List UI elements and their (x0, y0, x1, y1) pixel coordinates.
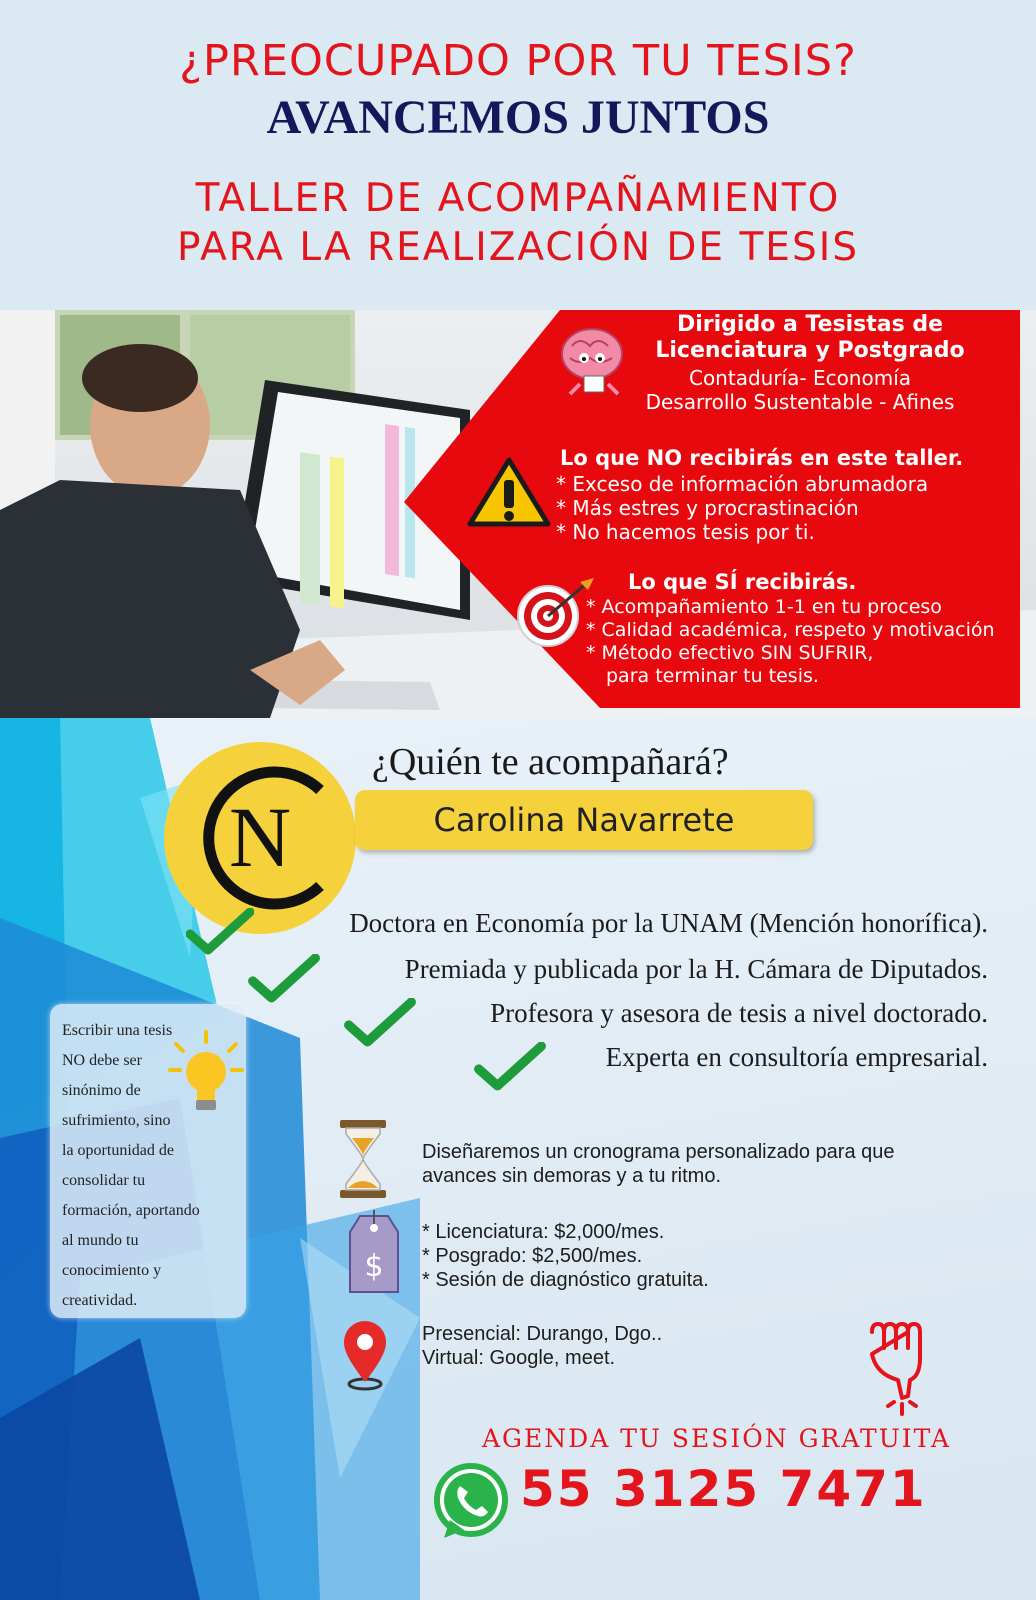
quote-line: la oportunidad de (62, 1142, 174, 1159)
price-tag-icon (342, 1210, 406, 1298)
schedule-line1: Diseñaremos un cronograma personalizado para que (422, 1141, 895, 1163)
location-item: Presencial: Durango, Dgo.. (422, 1323, 663, 1345)
price-item: * Posgrado: $2,500/mes. (422, 1245, 643, 1267)
not-receive-item: * No hacemos tesis por ti. (556, 520, 815, 544)
receive-item: * Método efectivo SIN SUFRIR, (586, 642, 874, 664)
cta-label: AGENDA TU SESIÓN GRATUITA (482, 1424, 952, 1453)
price-item: * Sesión de diagnóstico gratuita. (422, 1269, 709, 1291)
quote-line: al mundo tu (62, 1232, 139, 1249)
mentor-name: Carolina Navarrete (433, 801, 735, 839)
quote-line: sufrimiento, sino (62, 1112, 171, 1129)
quote-line: Escribir una tesis (62, 1022, 173, 1039)
workshop-title-line2: PARA LA REALIZACIÓN DE TESIS (177, 225, 859, 270)
receive-item: para terminar tu tesis. (606, 665, 819, 687)
hourglass-icon (338, 1118, 388, 1200)
mentor-question: ¿Quién te acompañará? (372, 741, 729, 783)
receive-title: Lo que SÍ recibirás. (628, 570, 857, 594)
location-pin-icon (340, 1320, 390, 1392)
quote-line: formación, aportando (62, 1202, 200, 1219)
headline-tagline: AVANCEMOS JUNTOS (266, 91, 770, 144)
not-receive-item: * Más estres y procrastinación (556, 496, 859, 520)
credential-item: Premiada y publicada por la H. Cámara de Diputados. (404, 954, 988, 984)
not-receive-item: * Exceso de información abrumadora (556, 472, 929, 496)
header-section (0, 0, 1036, 310)
workshop-title-line1: TALLER DE ACOMPAÑAMIENTO (195, 176, 841, 221)
pointing-hand-icon (862, 1318, 942, 1418)
cta-phone[interactable]: 55 3125 7471 (520, 1460, 927, 1518)
credential-item: Doctora en Economía por la UNAM (Mención honorífica). (349, 908, 988, 938)
audience-line4: Desarrollo Sustentable - Afines (645, 390, 955, 414)
location-item: Virtual: Google, meet. (422, 1347, 616, 1369)
not-receive-title: Lo que NO recibirás en este taller. (560, 446, 964, 470)
quote-box (50, 1004, 246, 1318)
audience-line3: Contaduría- Economía (688, 366, 912, 390)
photo-section (0, 310, 1036, 718)
lightbulb-icon (168, 1030, 244, 1114)
headline-question: ¿PREOCUPADO POR TU TESIS? (179, 36, 857, 86)
price-item: * Licenciatura: $2,000/mes. (422, 1221, 665, 1243)
warning-icon (466, 456, 552, 528)
quote-line: conocimiento y (62, 1262, 162, 1279)
audience-line1: Dirigido a Tesistas de (676, 312, 944, 337)
receive-item: * Calidad académica, respeto y motivación (586, 619, 995, 641)
mentor-name-badge (355, 790, 813, 850)
audience-line2: Licenciatura y Postgrado (655, 338, 965, 363)
quote-line: sinónimo de (62, 1082, 141, 1099)
quote-line: NO debe ser (62, 1052, 142, 1069)
credential-item: Experta en consultoría empresarial. (605, 1042, 988, 1072)
whatsapp-icon[interactable] (430, 1460, 512, 1542)
mentor-section (0, 718, 1036, 1600)
svg-text:N: N (228, 789, 292, 885)
svg-text:$: $ (364, 1249, 384, 1284)
quote-line: consolidar tu (62, 1172, 146, 1189)
schedule-line2: avances sin demoras y a tu ritmo. (422, 1165, 722, 1187)
quote-line: creatividad. (62, 1292, 138, 1309)
receive-item: * Acompañamiento 1-1 en tu proceso (586, 596, 942, 618)
credential-item: Profesora y asesora de tesis a nivel doctorado. (490, 998, 988, 1028)
